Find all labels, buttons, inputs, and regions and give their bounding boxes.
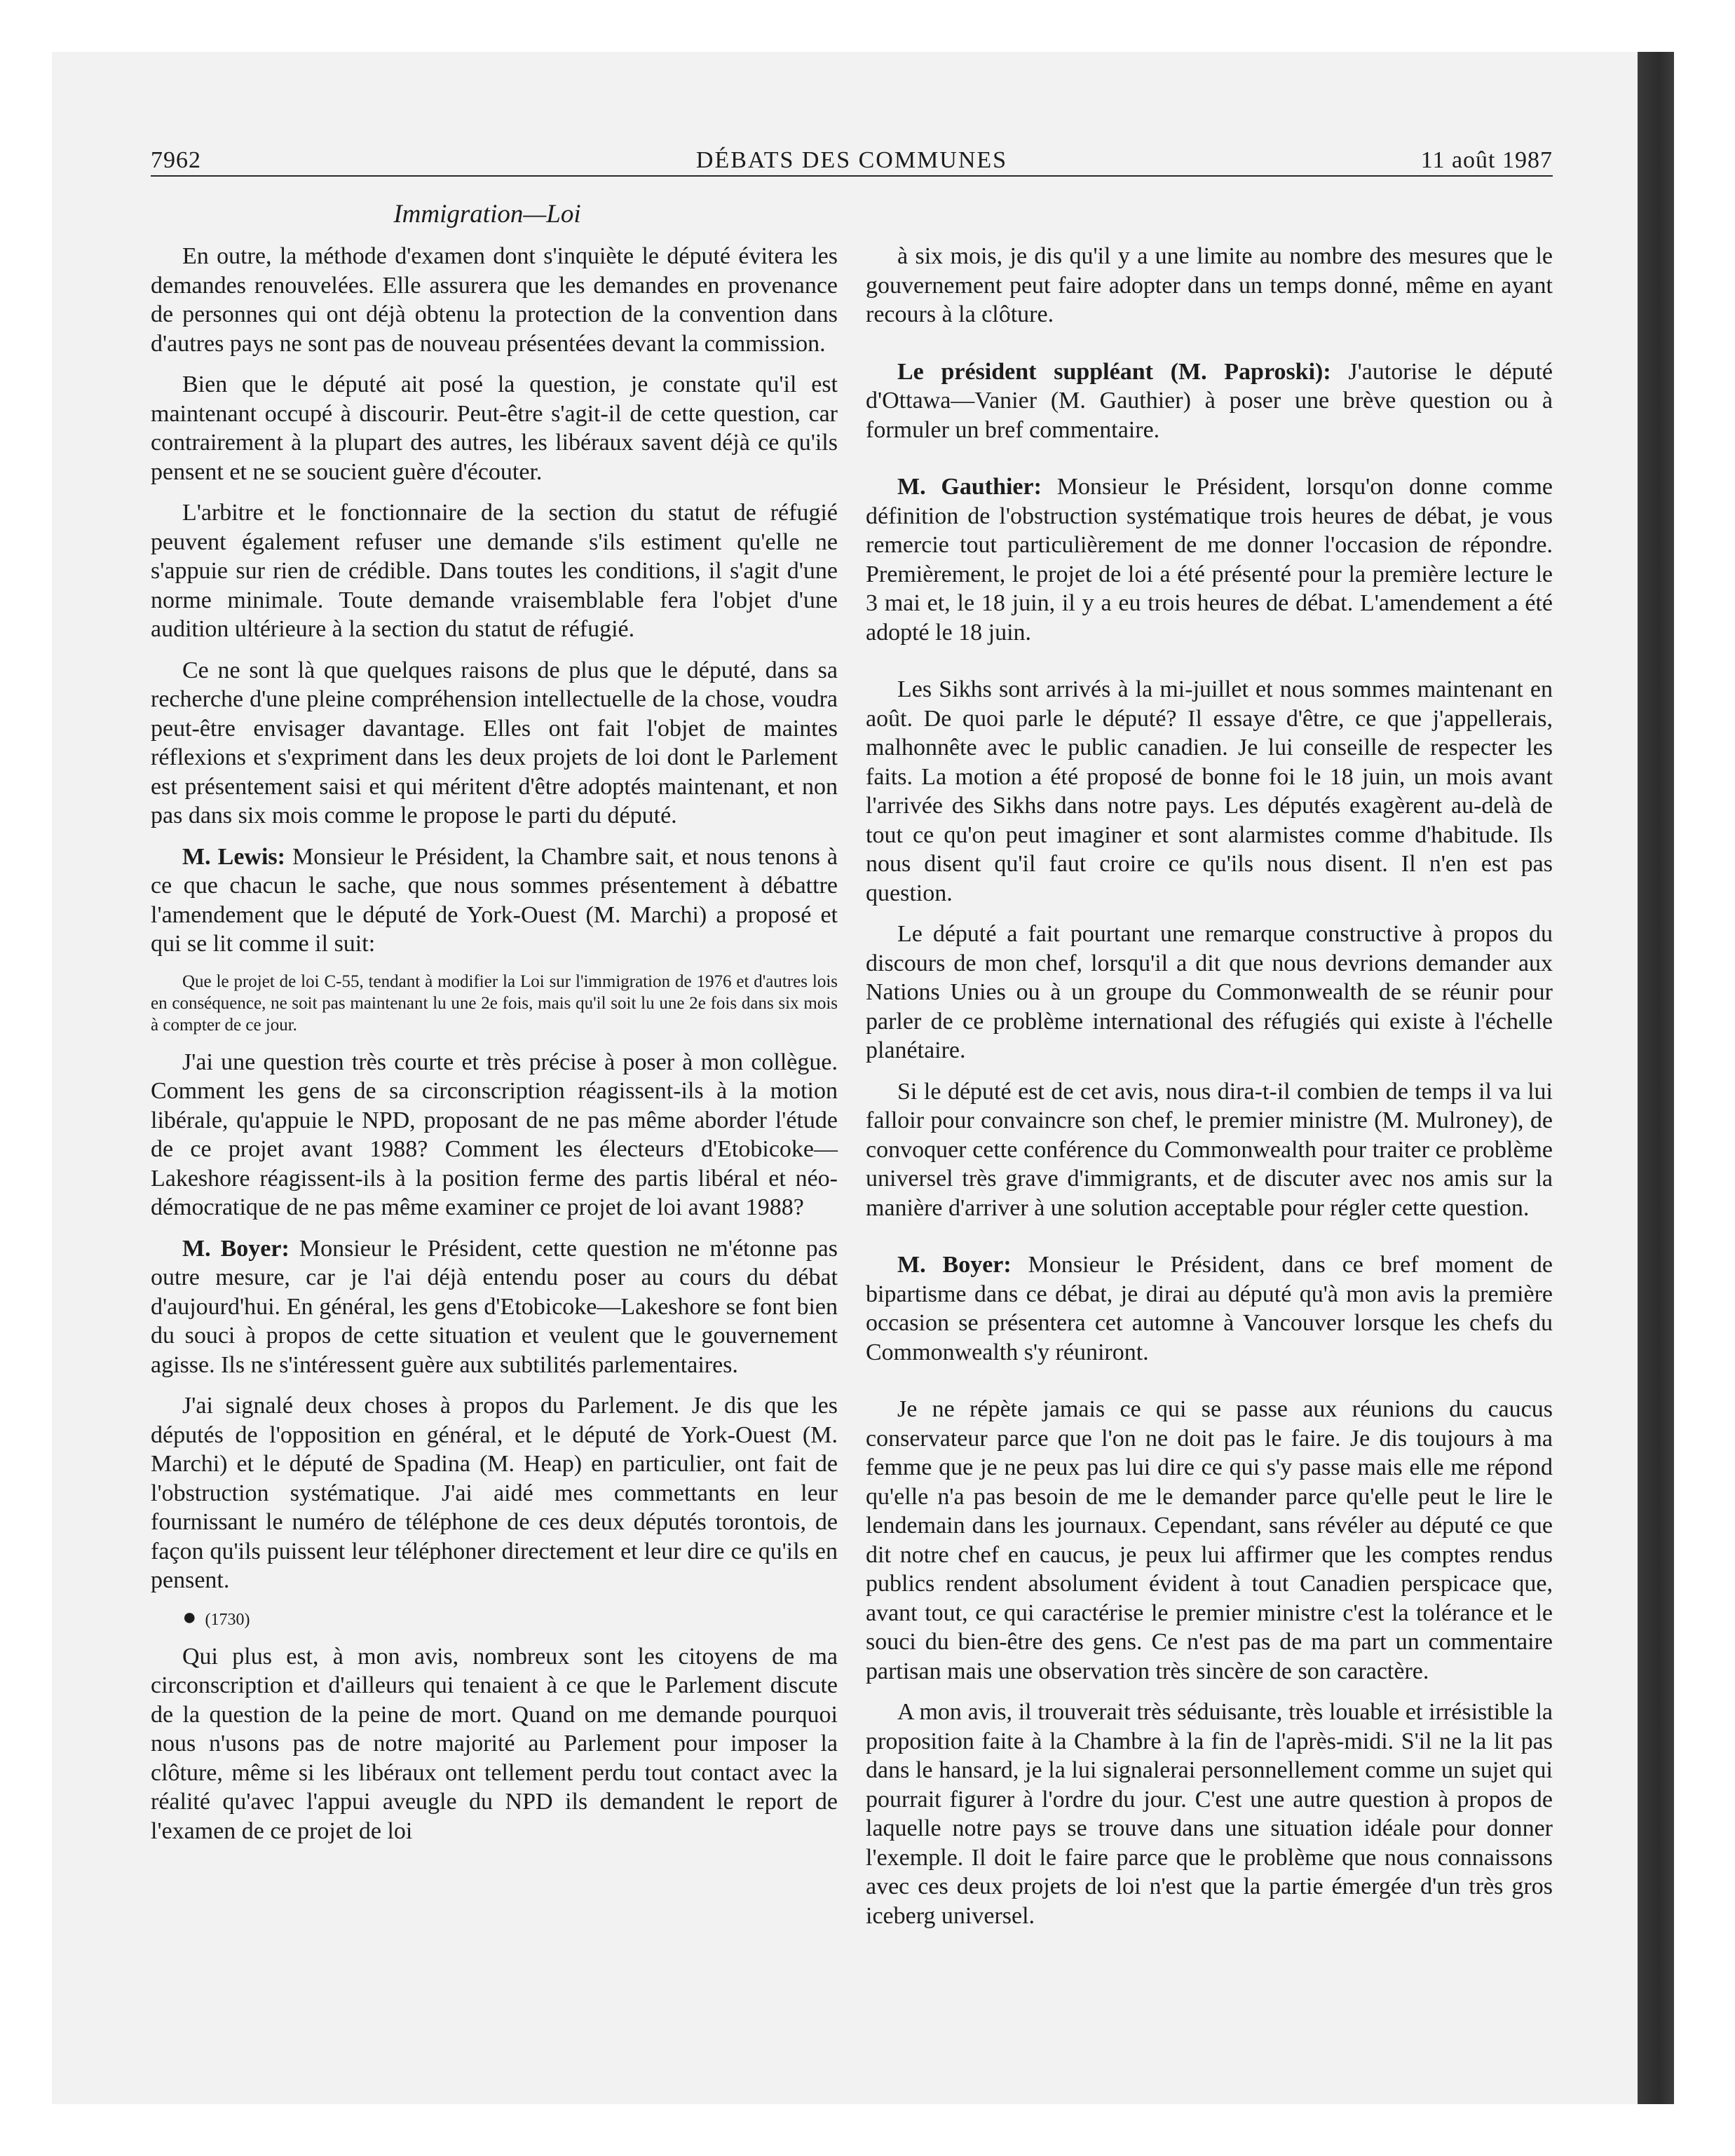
speech-text: J'autorise le député d'Ottawa—Vanier (M. Gauthier) à poser une brève question ou à formuler un bref commentaire. xyxy=(866,358,1553,443)
scan-binding-edge xyxy=(1638,52,1674,2104)
paragraph: Les Sikhs sont arrivés à la mi-juillet et nous sommes maintenant en août. De quoi parle le député? Il essaye d'être, ce que j'appellerais, malhonnête avec le public canadien. Je lui conseille de respecter les faits. La motion a été proposé de bonne foi le 18 juin, un mois avant l'arrivée des Sikhs dans notre pays. Les députés exagèrent au-delà de tout ce qu'on peut imaginer et sont alarmistes comme d'habitude. Ils nous disent qu'il faut croire ce qu'ils nous disent. Il n'en est pas question. xyxy=(866,676,1553,906)
time-marker-text: (1730) xyxy=(205,1610,250,1629)
page-header xyxy=(151,144,1553,177)
time-marker xyxy=(151,1604,838,1630)
speech-paragraph xyxy=(866,357,1553,445)
speech-text: Monsieur le Président, lorsqu'on donne comme définition de l'obstruction systématique trois heures de débat, je vous remercie tout particulièrement de me donner l'occasion de répondre. Premièrement, le projet de loi a été présenté pour la première lecture le 3 mai et, le 18 juin, il y a eu trois heures de débat. L'amendement a été adopté le 18 juin. xyxy=(866,474,1553,646)
issue-date: 11 août 1987 xyxy=(1420,147,1553,173)
speech-paragraph xyxy=(151,1234,838,1380)
bullet-icon: ● xyxy=(182,1604,197,1630)
paragraph: Si le député est de cet avis, nous dira-t-il combien de temps il va lui falloir pour convaincre son chef, le premier ministre (M. Mulroney), de convoquer cette conférence du Commonwealth pour traiter ce problème universel très grave d'immigrants, et de discuter avec nos amis sur la manière d'arriver à une solution acceptable pour régler cette question. xyxy=(866,1078,1553,1221)
paragraph: J'ai une question très courte et très précise à poser à mon collègue. Comment les gens de sa circonscription réagissent-ils à la motion libérale, qu'appuie le NPD, proposant de ne pas même aborder l'étude de ce projet avant 1988? Comment les électeurs d'Etobicoke—Lakeshore réagissent-ils à la position ferme des partis libéral et néo-démocratique de ne pas même examiner ce projet de loi avant 1988? xyxy=(151,1049,838,1220)
quoted-motion: Que le projet de loi C-55, tendant à modifier la Loi sur l'immigration de 1976 et d'autres lois en conséquence, ne soit pas maintenant lu une 2e fois, mais qu'il soit lu une 2e fois dans six mois à compter de ce jour. xyxy=(151,971,838,1035)
header-rule xyxy=(151,175,1553,177)
speaker-name: M. Boyer: xyxy=(897,1252,1012,1278)
paragraph: A mon avis, il trouverait très séduisante, très louable et irrésistible la proposition faite à la Chambre à la fin de l'après-midi. S'il ne la lit pas dans le hansard, je la lui signalerai personnellement comme un sujet qui pourrait figurer à l'ordre du jour. C'est une autre question à propos de laquelle notre pays se trouve dans une situation idéale pour donner l'exemple. Il doit le faire parce que le problème que nous connaissons avec ces deux projets de loi n'est que la partie émergée d'un très gros iceberg universel. xyxy=(866,1699,1553,1929)
speech-text: Monsieur le Président, dans ce bref moment de bipartisme dans ce débat, je dirai au député qu'à mon avis la première occasion se présentera cet automne à Vancouver lorsque les chefs du Commonwealth s'y réuniront. xyxy=(866,1252,1553,1365)
paragraph: L'arbitre et le fonctionnaire de la section du statut de réfugié peuvent également refuser une demande s'ils estiment qu'elle ne s'appuie sur rien de crédible. Dans toutes les conditions, il s'agit d'une norme minimale. Toute demande vraisemblable fera l'objet d'une audition ultérieure à la section du statut de réfugié. xyxy=(151,500,838,642)
speech-paragraph xyxy=(866,1250,1553,1367)
speaker-name: Le président suppléant (M. Paproski): xyxy=(897,358,1331,385)
speaker-name: M. Boyer: xyxy=(182,1235,290,1262)
paragraph: Qui plus est, à mon avis, nombreux sont les citoyens de ma circonscription et d'ailleurs qui tenaient à ce que le Parlement discute de la question de la peine de mort. Quand on me demande pourquoi nous n'usons pas de notre majorité au Parlement pour imposer la clôture, même si les libéraux ont tellement perdu tout contact avec la réalité qu'avec l'appui aveugle du NPD ils demandent le report de l'examen de ce projet de loi xyxy=(151,1643,838,1844)
right-column xyxy=(866,242,1553,1942)
journal-title: DÉBATS DES COMMUNES xyxy=(695,147,1008,173)
speech-paragraph xyxy=(866,472,1553,647)
speech-paragraph xyxy=(151,842,838,959)
paragraph: Ce ne sont là que quelques raisons de plus que le député, dans sa recherche d'une pleine compréhension intellectuelle de la chose, voudra peut-être envisager davantage. Elles ont fait l'objet de maintes réflexions et s'expriment dans les deux projets de loi dont le Parlement est présentement saisi et qui méritent d'être adoptés maintenant, et non pas dans six mois comme le propose le parti du député. xyxy=(151,657,838,828)
page-number: 7962 xyxy=(151,147,201,173)
speech-text: Monsieur le Président, la Chambre sait, et nous tenons à ce que chacun le sache, que nous sommes présentement à débattre l'amendement que le député de York-Ouest (M. Marchi) a proposé et qui se lit comme il suit: xyxy=(151,843,838,957)
speaker-name: M. Gauthier: xyxy=(897,474,1042,500)
speaker-name: M. Lewis: xyxy=(182,843,285,870)
left-column xyxy=(151,242,838,1857)
paragraph: Le député a fait pourtant une remarque constructive à propos du discours de mon chef, lorsqu'il a dit que nous devrions demander aux Nations Unies ou à un groupe du Commonwealth de se réunir pour parler de ce problème international des réfugiés qui existe à l'échelle planétaire. xyxy=(866,921,1553,1063)
paragraph: Je ne répète jamais ce qui se passe aux réunions du caucus conservateur parce que l'on ne doit pas le faire. Je dis toujours à ma femme que je ne peux pas lui dire ce qui s'y passe mais elle me répond qu'elle n'a pas besoin de me le demander parce qu'elle peut le lire le lendemain dans les journaux. Cependant, sans révéler au député ce que dit notre chef en caucus, je peux lui affirmer que les comptes rendus publics rendent absolument évident à tout Canadien perspicace que, avant tout, ce qui caractérise le premier ministre c'est la tolérance et le souci du bien-être des gens. Ce n'est pas de ma part un commentaire partisan mais une observation très sincère de son caractère. xyxy=(866,1396,1553,1684)
paragraph: J'ai signalé deux choses à propos du Parlement. Je dis que les députés de l'opposition en général, et le député de York-Ouest (M. Marchi) et le député de Spadina (M. Heap) en particulier, ont fait de l'obstruction systématique. J'ai aidé mes commettants en leur fournissant le numéro de téléphone de ces deux députés torontois, de façon qu'ils puissent leur téléphoner directement et leur dire ce qu'ils en pensent. xyxy=(151,1393,838,1593)
paragraph: à six mois, je dis qu'il y a une limite au nombre des mesures que le gouvernement peut faire adopter dans un temps donné, même en ayant recours à la clôture. xyxy=(866,243,1553,327)
paragraph: En outre, la méthode d'examen dont s'inquiète le député évitera les demandes renouvelées. Elle assurera que les demandes en provenance de personnes qui ont déjà obtenu la protection de la convention dans d'autres pays ne sont pas de nouveau présentées devant la commission. xyxy=(151,243,838,357)
speech-text: Monsieur le Président, cette question ne m'étonne pas outre mesure, car je l'ai déjà entendu poser au cours du débat d'aujourd'hui. En général, les gens d'Etobicoke—Lakeshore se font bien du souci à propos de cette situation et veulent que le gouvernement agisse. Ils ne s'intéressent guère aux subtilités parlementaires. xyxy=(151,1235,838,1378)
section-subheading: Immigration—Loi xyxy=(393,200,581,228)
paragraph: Bien que le député ait posé la question, je constate qu'il est maintenant occupé à discourir. Peut-être s'agit-il de cette question, car contrairement à la plupart des autres, les libéraux savent déjà ce qu'ils pensent et ne se soucient guère d'écouter. xyxy=(151,371,838,485)
